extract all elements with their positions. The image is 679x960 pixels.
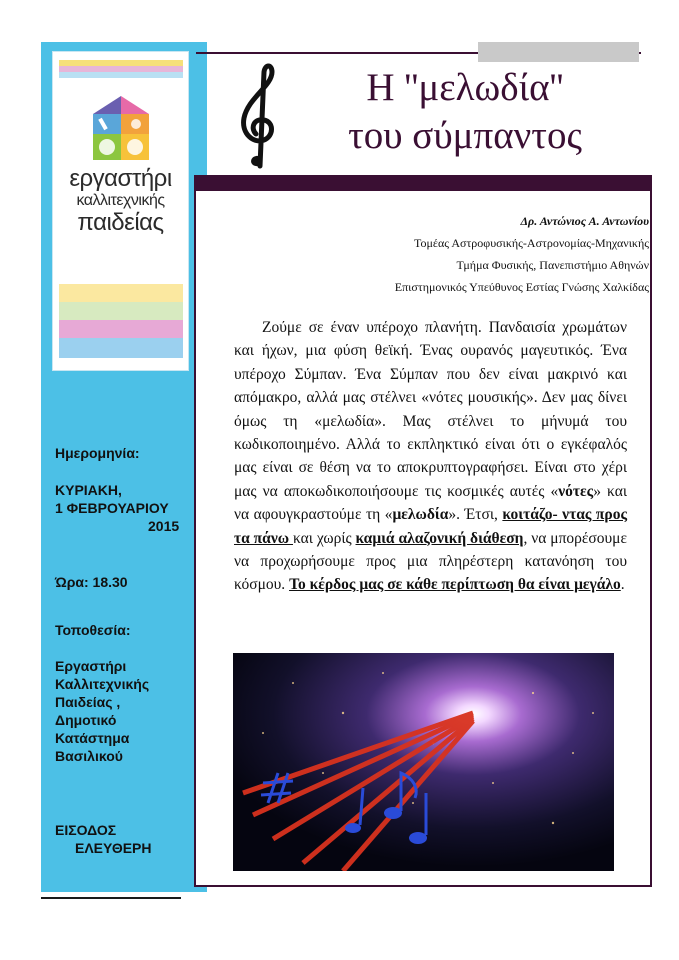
body-emphasis: Το κέρδος μας σε κάθε περίπτωση θα είναι μεγάλο [289,576,621,594]
body-emphasis: καμιά αλαζονική διάθεση [355,529,524,547]
logo-wordmark [53,167,188,235]
logo-house-icon [81,92,161,164]
logo-line-1: εργαστήρι [69,165,172,192]
date-label: Ημερομηνία: [55,445,140,461]
location-line: Κατάστημα [55,730,130,746]
author-role: Τμήμα Φυσικής, Πανεπιστήμιο Αθηνών [456,258,649,272]
logo-stripe [59,338,183,358]
article-paragraph [234,316,627,597]
entry-line-1: ΕΙΣΟΔΟΣ [55,822,117,838]
body-text: Ζούμε σε έναν υπέροχο πλανήτη. Πανδαισία χρωμάτων και ήχων, μια φύση θεϊκή. Ένας ουρανός μαγευτικός. Ένα υπέροχο Σύμπαν. Ένα Σύμπαν που δεν είναι μακρινό και απόμακρο, αλλά μας στέλνει «νότες μουσικής». Δεν μας δίνει όμως τη «μελωδία». Μας στέλνει το μήνυμά του κωδικοποιημένο. Αλλά το εκπληκτικό είναι ότι ο εγκέφαλός μας είναι σε θέση να το αποκρυπτογραφήσει. Είναι στο χέρι μας να αποκωδικοποιήσουμε τις κοσμικές αυτές « [234,319,627,500]
bottom-divider [41,897,181,899]
author-block [395,210,649,298]
article-body [234,316,627,597]
date-year: 2015 [148,518,180,534]
date-month: 1 ΦΕΒΡΟΥΑΡΙΟΥ [55,500,169,516]
time-label: Ώρα: 18.30 [55,574,128,590]
location-label: Τοποθεσία: [55,622,131,638]
body-bold: μελωδία [392,506,449,524]
author-name: Δρ. Αντώνιος Α. Αντωνίου [520,214,649,228]
logo-line-3: παιδείας [77,209,164,236]
logo-stripe [59,284,183,302]
body-bold: νότες [558,482,594,500]
logo-stripe [59,302,183,320]
logo-stripe [59,72,183,78]
body-emphasis: κοιτάζο- ντας προς τα πάνω [234,506,627,547]
treble-clef-icon [234,62,282,172]
logo-stripe [59,320,183,338]
logo-line-2: καλλιτεχνικής [76,192,165,209]
body-text: και χωρίς [292,529,356,547]
page-title [300,64,630,160]
location-line: Καλλιτεχνικής [55,676,150,692]
title-line-1: Η ''μελωδία'' [366,66,564,109]
header-grey-bar [478,42,639,62]
body-text: » και να αφουγκραστούμε τη « [234,482,627,524]
entry-line-2: ΕΛΕΥΘΕΡΗ [75,840,152,856]
location-line: Βασιλικού [55,748,123,764]
title-line-2: του σύμπαντος [348,114,582,157]
date-day: ΚΥΡΙΑΚΗ, [55,482,122,498]
body-text: . [620,576,625,594]
location-line: Δημοτικό [55,712,117,728]
author-role: Τομέας Αστροφυσικής-Αστρονομίας-Μηχανικής [413,236,649,250]
body-text: ». Έτσι, [448,506,503,524]
location-line: Εργαστήρι [55,658,127,674]
logo-card [52,51,189,371]
cosmic-music-image [233,653,614,871]
body-text: , να μπορέσουμε να προχωρήσουμε προς μια πληρέστερη κατανόηση του κόσμου. [234,529,627,594]
author-role: Επιστημονικός Υπεύθυνος Εστίας Γνώσης Χαλκίδας [394,280,649,294]
location-line: Παιδείας , [55,694,121,710]
